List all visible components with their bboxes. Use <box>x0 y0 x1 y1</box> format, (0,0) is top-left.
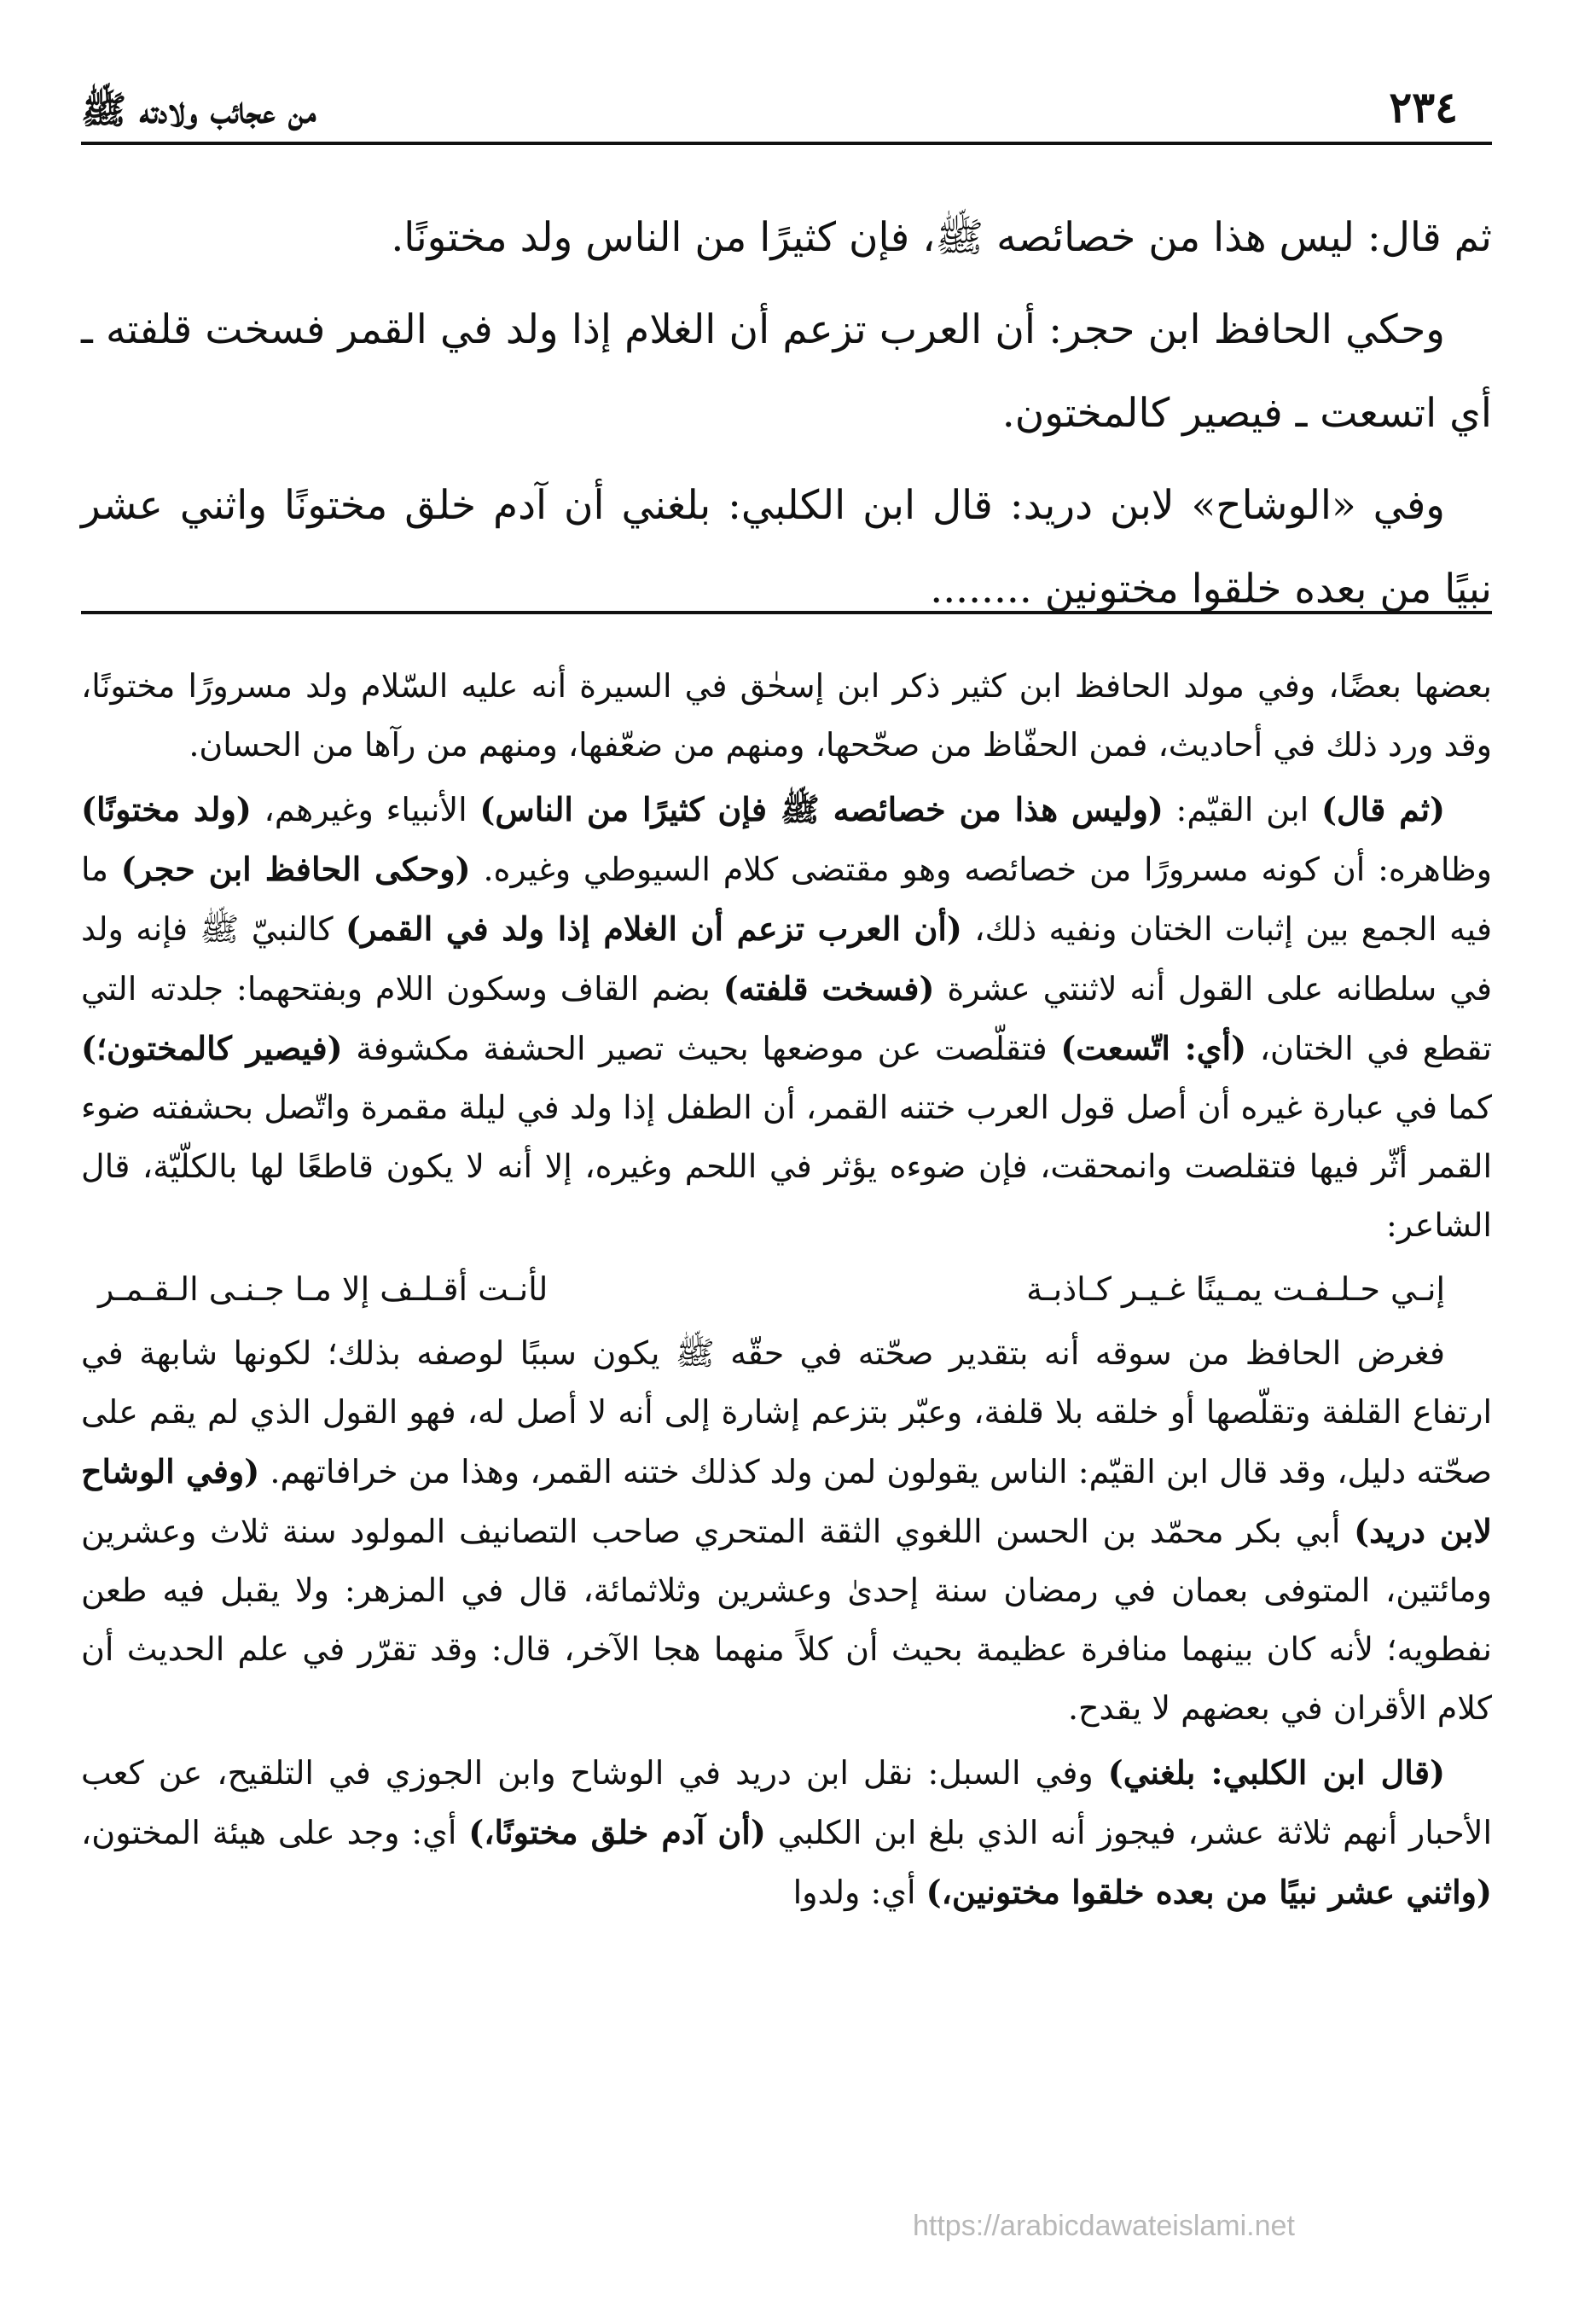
commentary-span: بضم القاف وسكون اللام وبفتحهما: جلدته التي تقطع في الختان، <box>81 970 1492 1067</box>
verse-first-hemistich: إنـي حـلـفـت يمـينًا غـيـر كـاذبـة <box>1026 1270 1445 1308</box>
commentary-span: كالنبيّ ﷺ فإنه ولد في سلطانه على القول أنه لاثنتي عشرة <box>81 910 1492 1008</box>
poetry-verse <box>81 1260 1492 1319</box>
main-text <box>81 196 1492 640</box>
page-number: ٢٣٤ <box>1389 82 1458 132</box>
main-text-paragraph: ثم قال: ليس هذا من خصائصه ﷺ، فإن كثيرًا من الناس ولد مختونًا. <box>391 214 1492 261</box>
quoted-phrase: (وحكى الحافظ ابن حجر) <box>120 850 471 888</box>
commentary-paragraph <box>81 1324 1492 1738</box>
main-text-paragraph: وحكي الحافظ ابن حجر: أن العرب تزعم أن الغلام إذا ولد في القمر فسخت قلفته ـ أي اتسعت ـ فيصير كالمختون. <box>81 306 1492 437</box>
commentary-paragraph <box>81 1743 1492 1922</box>
page-header <box>81 82 1492 145</box>
quoted-phrase: (ولد مختونًا) <box>81 790 252 828</box>
quoted-phrase: (فسخت قلفته) <box>723 969 935 1008</box>
commentary-span: الأنبياء وغيرهم، <box>251 791 480 828</box>
commentary-span: ابن القيّم: <box>1163 791 1321 828</box>
quoted-phrase: (ثم قال) <box>1321 790 1445 828</box>
quoted-phrase: (أن آدم خلق مختونًا،) <box>468 1813 766 1851</box>
commentary-span: كما في عبارة غيره أن أصل قول العرب ختنه القمر، أن الطفل إذا ولد في ليلة مقمرة واتّصل بحشفته ضوء القمر أثّر فيها فتقلصت وانمحقت، فإن ضوءه يؤثر في اللحم وغيره، إلا أنه لا يكون قاطعًا لها بالكلّيّة، قال الشاعر: <box>81 1089 1492 1244</box>
running-title: من عجائب ولادته ﷺ <box>81 89 316 132</box>
commentary-span: ما فيه الجمع بين إثبات الختان ونفيه ذلك، <box>81 851 1493 948</box>
quoted-phrase: (أن العرب تزعم أن الغلام إذا ولد في القمر) <box>345 909 962 948</box>
main-text-paragraph: وفي «الوشاح» لابن دريد: قال ابن الكلبي: بلغني أن آدم خلق مختونًا واثني عشر نبيًا من بعده خلقوا مختونين ........ <box>81 482 1492 613</box>
section-divider <box>81 611 1492 614</box>
commentary-span: فغرض الحافظ من سوقه أنه بتقدير صحّته في حقّه ﷺ يكون سببًا لوصفه بذلك؛ لكونها شابهة في ارتفاع القلفة وتقلّصها أو خلقه بلا قلفة، وعبّر بتزعم إشارة إلى أنه لا أصل له، فهو القول الذي لم يقم على صحّته دليل، وقد قال ابن القيّم: الناس يقولون لمن ولد كذلك ختنه القمر، وهذا من خرافاتهم. <box>81 1334 1492 1490</box>
commentary-span: وفي السبل: نقل ابن دريد في الوشاح وابن الجوزي في التلقيح، عن كعب الأحبار أنهم ثلاثة عشر، فيجوز أنه الذي بلغ ابن الكلبي <box>81 1754 1492 1851</box>
commentary-span: أي: وجد على هيئة المختون، <box>81 1814 469 1851</box>
commentary-paragraph: بعضها بعضًا، وفي مولد الحافظ ابن كثير ذكر ابن إسحٰق في السيرة أنه عليه السّلام ولد مسرورًا مختونًا، وقد ورد ذلك في أحاديث، فمن الحفّاظ من صحّحها، ومنهم من ضعّفها، ومنهم من رآها من الحسان. <box>81 667 1492 764</box>
quoted-phrase: (وليس هذا من خصائصه ﷺ فإن كثيرًا من الناس) <box>479 790 1164 828</box>
quoted-phrase: (وفي الوشاح لابن دريد) <box>81 1452 1492 1550</box>
quoted-phrase: (واثني عشر نبيًا من بعده خلقوا مختونين،) <box>926 1873 1492 1911</box>
quoted-phrase: (قال ابن الكلبي: بلغني) <box>1107 1753 1445 1792</box>
commentary-text <box>81 657 1492 1927</box>
commentary-span: فتقلّصت عن موضعها بحيث تصير الحشفة مكشوفة <box>342 1030 1061 1067</box>
commentary-span: أبي بكر محمّد بن الحسن اللغوي الثقة المتحري صاحب التصانيف المولود سنة ثلاث وعشرين ومائتين، المتوفى بعمان في رمضان سنة إحدىٰ وعشرين وثلاثمائة، قال في المزهر: ولا يقبل فيه طعن نفطويه؛ لأنه كان بينهما منافرة عظيمة بحيث أن كلاً منهما هجا الآخر، قال: وقد تقرّر في علم الحديث أن كلام الأقران في بعضهم لا يقدح. <box>81 1513 1492 1727</box>
quoted-phrase: (فيصير كالمختون؛) <box>81 1029 343 1067</box>
commentary-paragraph <box>81 780 1492 1255</box>
commentary-span: وظاهره: أن كونه مسرورًا من خصائصه وهو مقتضى كلام السيوطي وغيره. <box>470 851 1492 888</box>
verse-second-hemistich: لأنـت أقـلـف إلا مـا جـنـى الـقـمـر <box>98 1270 549 1308</box>
quoted-phrase: (أي: اتّسعت) <box>1060 1029 1247 1067</box>
commentary-span: أي: ولدوا <box>792 1874 926 1911</box>
watermark: https://arabicdawateislami.net <box>913 2210 1295 2242</box>
